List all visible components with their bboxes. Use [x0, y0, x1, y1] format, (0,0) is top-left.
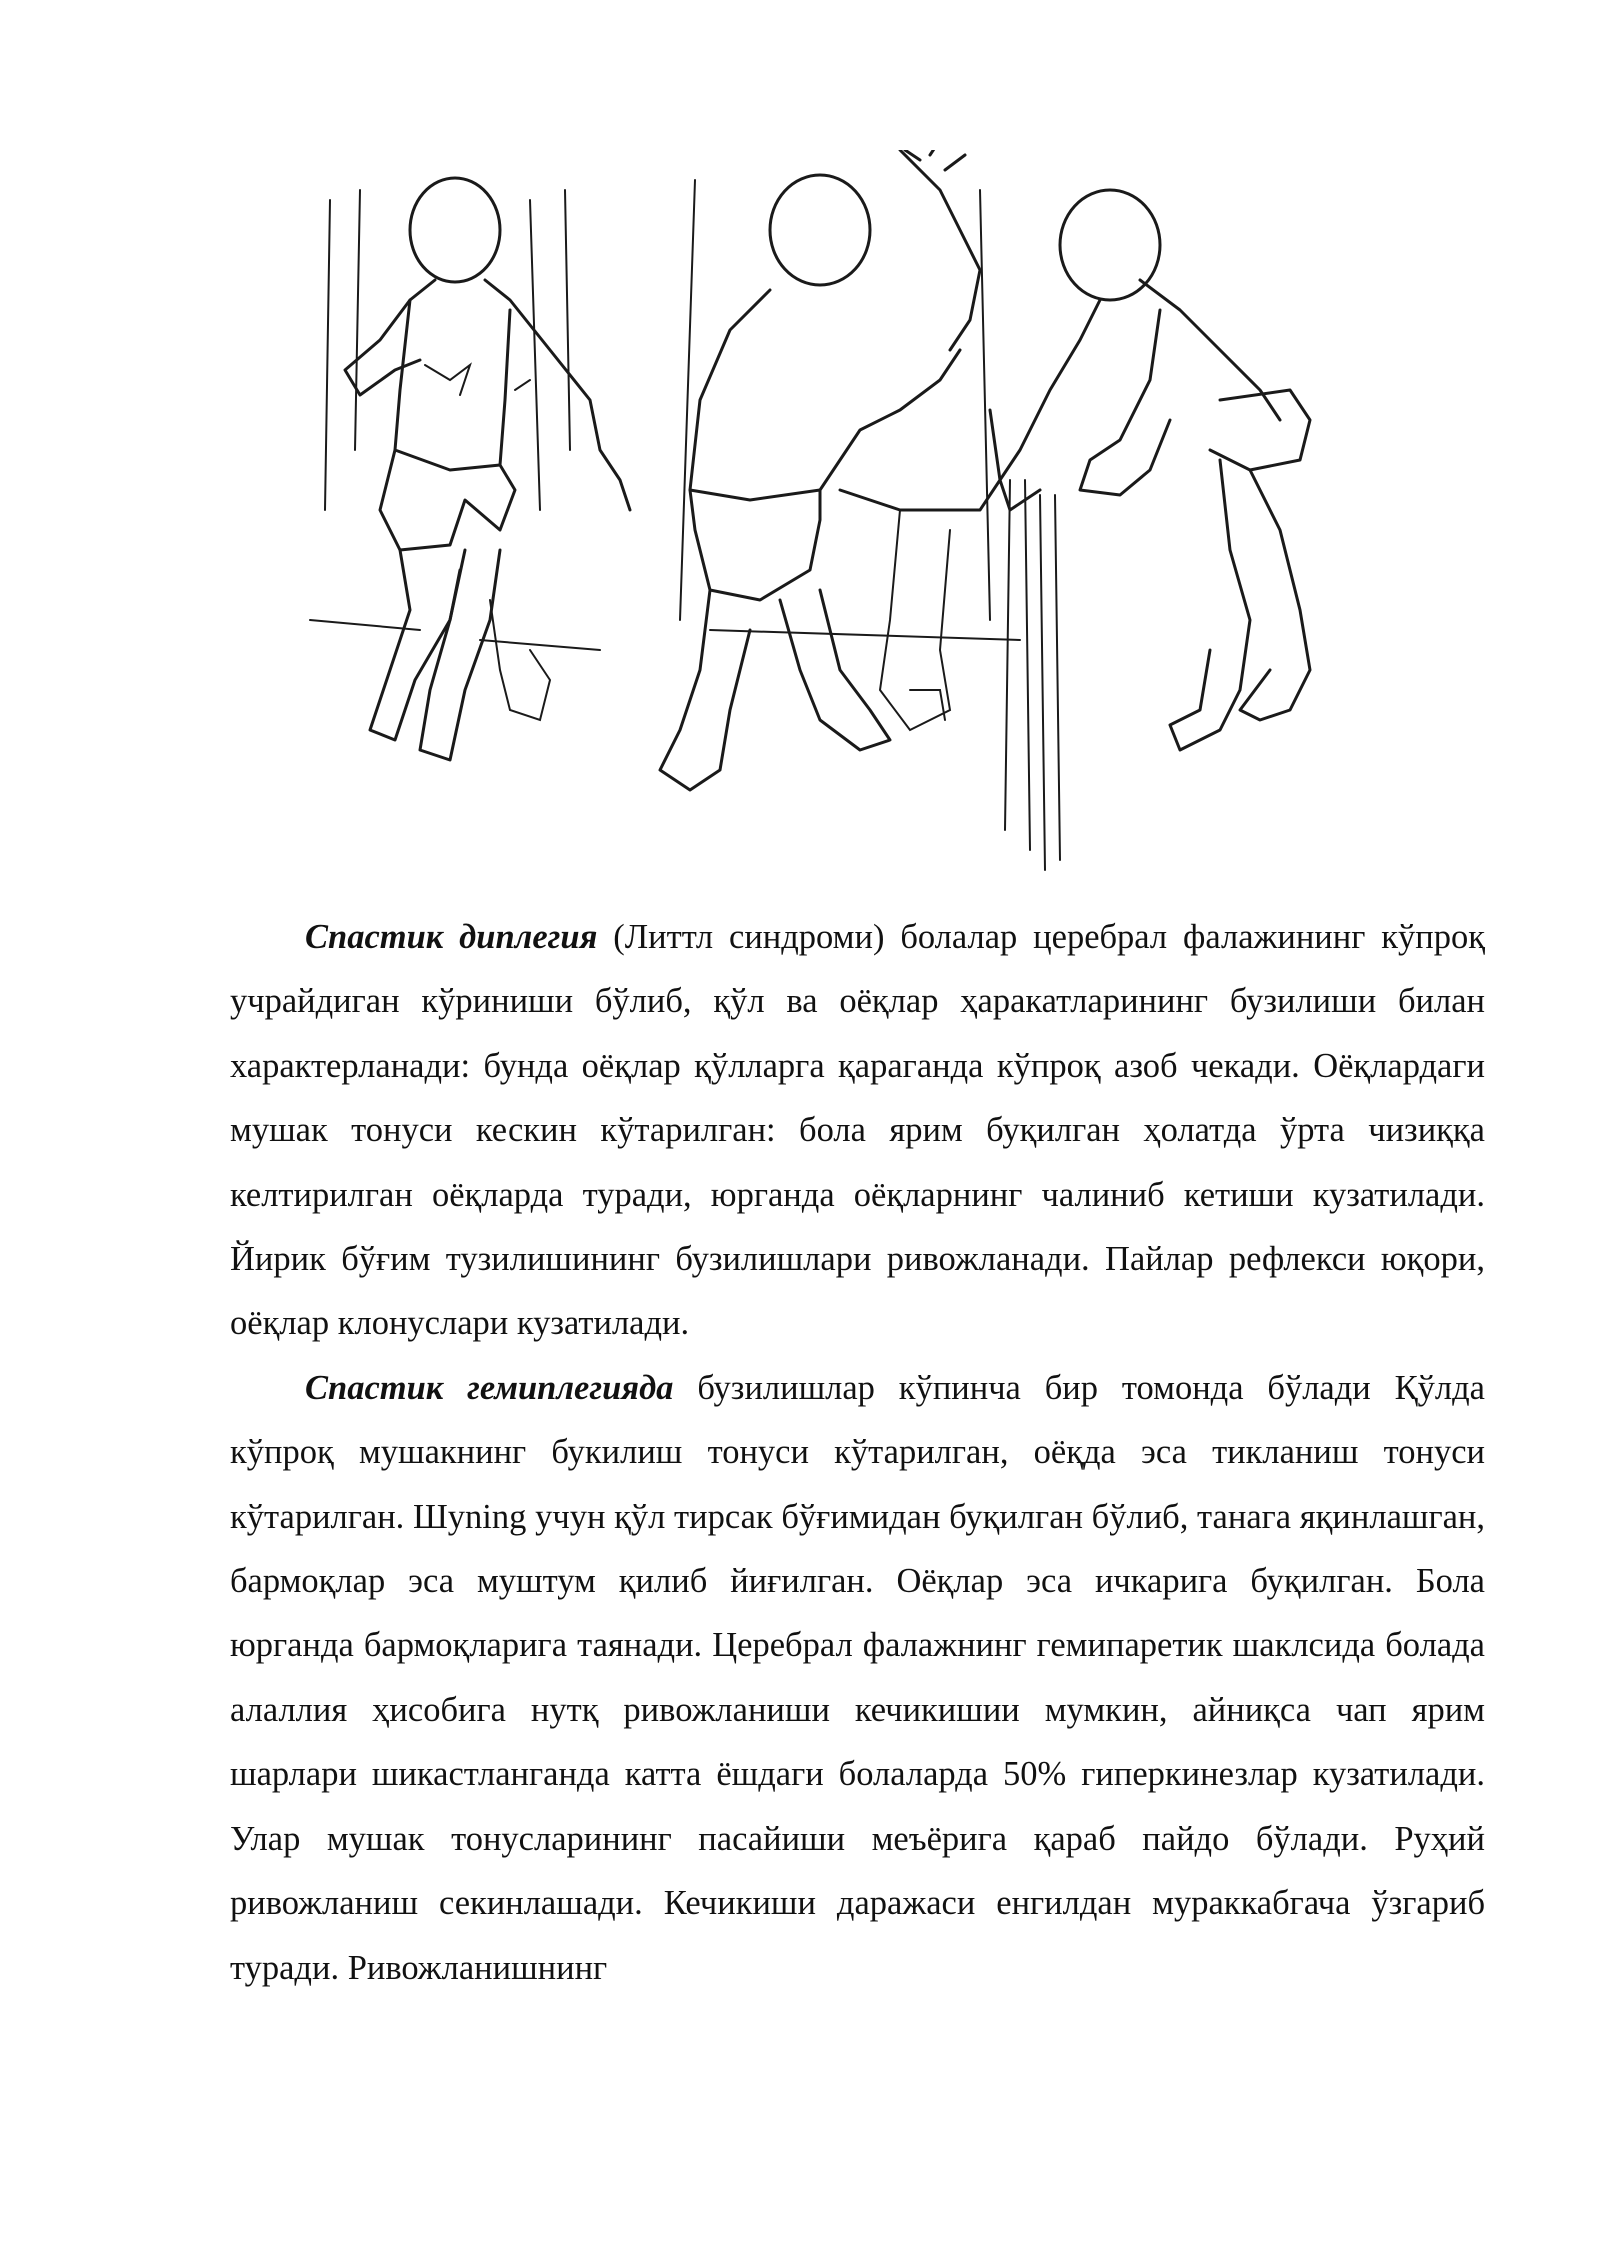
posture-illustration	[300, 150, 1340, 890]
paragraph-body: бузилишлар кўпинча бир томонда бўлади Қўлда кўпроқ мушакнинг букилиш тонуси кўтарилган, оёқда эса тикланиш тонуси кўтарилган. Шуning учун қўл тирсак бўғимидан буқилган бўлиб, танага яқинлашган, бармоқлар эса муштум қилиб йиғилган. Оёқлар эса ичкарига буқилган. Бола юрганда бармоқларига таянади. Церебрал фалажнинг гемипаретик шаклсида болада алаллия ҳисобига нутқ ривожланиши кечикишии мумкин, айниқса чап ярим шарлари шикастланганда катта ёшдаги болаларда 50% гиперкинезлар кузатилади. Улар мушак тонусларининг пасайиши меъёрига қараб пайдо бўлади. Руҳий ривожланиш секинлашади. Кечикиши даражаси енгилдан мураккабгача ўзгариб туради. Ривожланишнинг	[230, 1368, 1485, 1987]
child-figure-middle	[660, 150, 1020, 790]
body-text	[230, 905, 1485, 2000]
child-figure-right	[1000, 190, 1310, 870]
paragraph-body: (Литтл синдроми) болалар церебрал фалажининг кўпроқ учрайдиган кўриниши бўлиб, қўл ва оёқлар ҳаракатларининг бузилиши билан характерланади: бунда оёқлар қўлларга қараганда кўпроқ азоб чекади. Оёқлардаги мушак тонуси кескин кўтарилган: бола ярим буқилган ҳолатда ўрта чизиққа келтирилган оёқларда туради, юрганда оёқларнинг чалиниб кетиши кузатилади. Йирик бўғим тузилишининг бузилишлари ривожланади. Пайлар рефлекси юқори, оёқлар клонуслари кузатилади.	[230, 918, 1485, 1343]
three-children-posture-drawings-icon	[300, 150, 1340, 890]
term-spastic-diplegia: Спастик диплегия	[305, 918, 598, 956]
paragraph-spastic-diplegia	[230, 905, 1485, 1356]
term-spastic-hemiplegia: Спастик гемиплегияда	[305, 1368, 674, 1407]
paragraph-spastic-hemiplegia	[230, 1356, 1485, 2000]
child-figure-left	[310, 178, 630, 760]
